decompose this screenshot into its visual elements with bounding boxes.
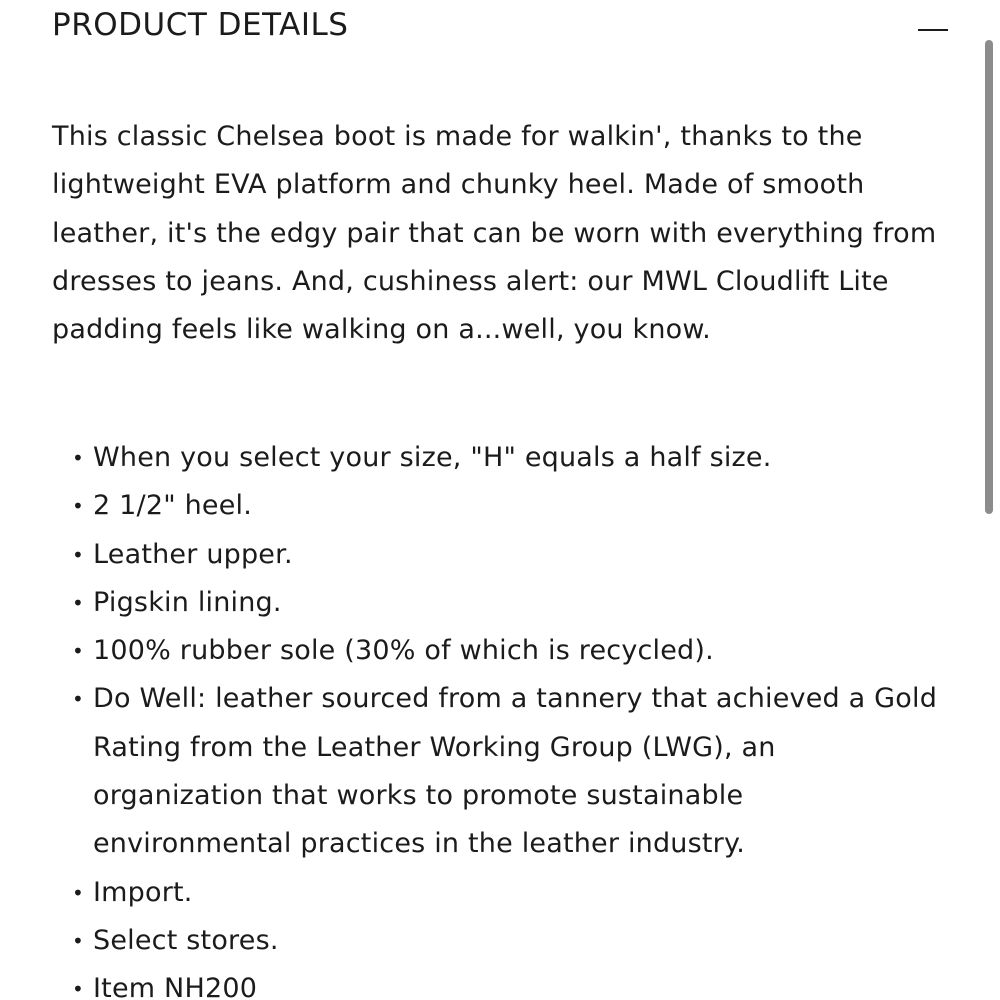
feature-text: 2 1/2" heel. [93,490,253,522]
bullet-icon: • [72,590,84,615]
accordion-header[interactable] [52,0,952,50]
feature-text: Leather upper. [93,538,293,570]
feature-text: 100% rubber sole (30% of which is recycled). [93,635,714,667]
feature-item [52,917,942,965]
minus-icon [918,29,948,31]
feature-item [52,675,942,868]
bullet-icon: • [72,639,84,664]
feature-text: Import. [93,876,193,908]
collapse-toggle-button[interactable] [908,5,952,49]
feature-text: Do Well: leather sourced from a tannery that achieved a Gold Rating from the Leather Working Group (LWG), an organization that works to promote sustainable environmental practices in the leather industry. [93,683,938,860]
bullet-icon: • [72,928,84,953]
section-title: PRODUCT DETAILS [52,7,349,43]
bullet-icon: • [72,542,84,567]
feature-item [52,531,942,579]
feature-text: Item NH200 [93,973,258,1000]
bullet-icon: • [72,977,84,1000]
feature-item [52,627,942,675]
feature-text: Pigskin lining. [93,586,282,618]
feature-text: Select stores. [93,924,279,956]
product-description: This classic Chelsea boot is made for walkin', thanks to the lightweight EVA platform and chunky heel. Made of smooth leather, it's the edgy pair that can be worn with everything from dresses to jeans. And, cushiness alert: our MWL Cloudlift Lite padding feels like walking on a...well, you know. [52,121,937,346]
bullet-icon: • [72,446,84,470]
bullet-icon: • [72,494,84,519]
feature-item [52,482,942,530]
feature-item [52,579,942,627]
feature-item [52,965,942,1000]
bullet-icon: • [72,687,84,712]
feature-list [52,434,942,1000]
feature-item [52,869,942,917]
feature-item [52,434,942,482]
scrollbar-thumb[interactable] [985,40,993,514]
bullet-icon: • [72,880,84,905]
feature-text: When you select your size, "H" equals a half size. [93,442,772,473]
